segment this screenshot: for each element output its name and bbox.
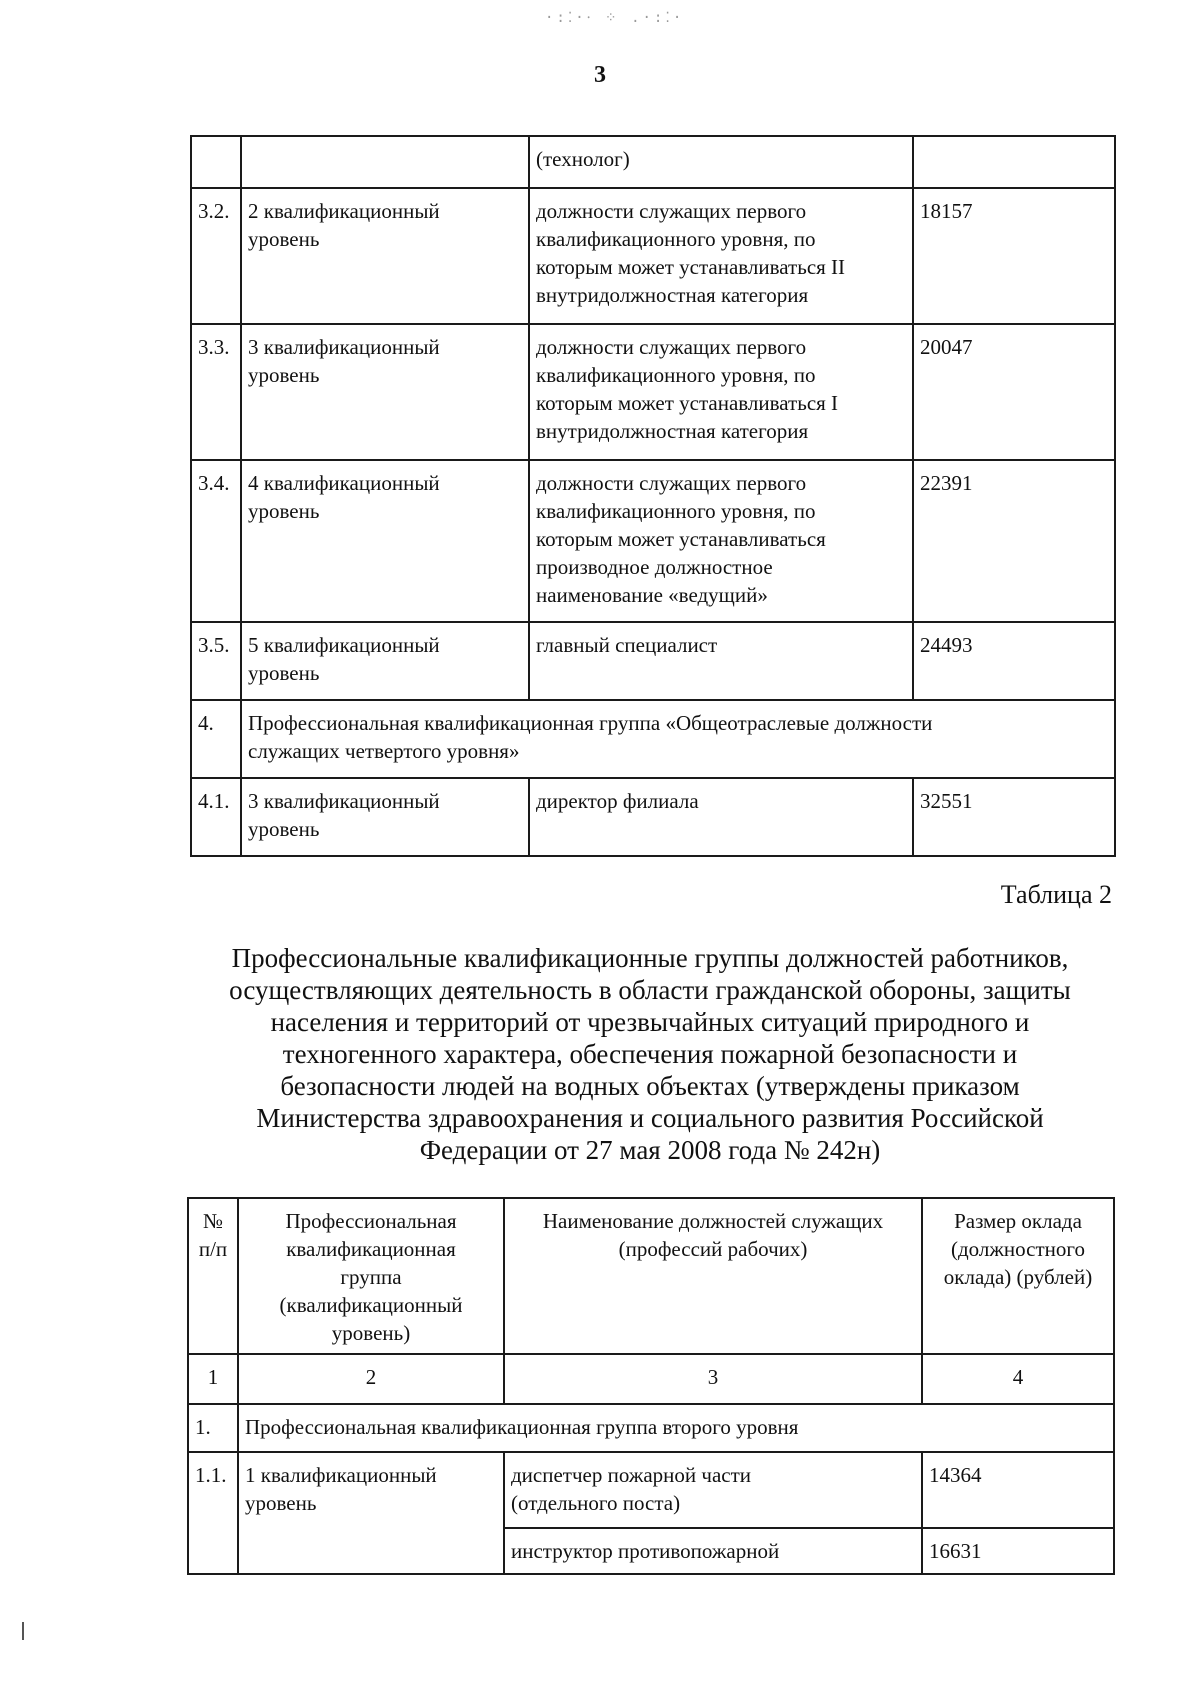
- table-row: [191, 622, 1115, 700]
- group-row: [191, 700, 1115, 778]
- qualification-level: [241, 622, 529, 700]
- text-line: уровень: [248, 499, 320, 523]
- text-line: 2 квалификационный: [248, 199, 440, 223]
- text-line: (технолог): [536, 147, 630, 171]
- margin-mark: [22, 1622, 24, 1640]
- text-line: Профессиональная квалификационная группа «Общеотраслевые должности: [248, 711, 933, 735]
- text-line: наименование «ведущий»: [536, 583, 768, 607]
- text-line: внутридолжностная категория: [536, 419, 809, 443]
- qualification-level: [241, 188, 529, 324]
- salary-cell: 24493: [913, 622, 1115, 700]
- position-cell: [504, 1452, 922, 1528]
- group-title: Профессиональная квалификационная группа второго уровня: [238, 1404, 1114, 1452]
- row-number: 3.3.: [191, 324, 241, 460]
- title-line: безопасности людей на водных объектах (утверждены приказом: [280, 1071, 1020, 1101]
- text-line: 3 квалификационный: [248, 789, 440, 813]
- table-caption: Таблица 2: [1000, 880, 1112, 909]
- text-line: диспетчер пожарной части: [511, 1463, 752, 1487]
- header-salary: [922, 1198, 1114, 1354]
- salary-cell: [913, 136, 1115, 188]
- text-line: уровень: [248, 227, 320, 251]
- position-cell: [529, 622, 913, 700]
- row-number: 3.2.: [191, 188, 241, 324]
- title-line: осуществляющих деятельность в области гражданской обороны, защиты: [229, 975, 1071, 1005]
- table-row: [191, 778, 1115, 856]
- title-line: Федерации от 27 мая 2008 года № 242н): [419, 1135, 881, 1165]
- title-line: Профессиональные квалификационные группы должностей работников,: [231, 943, 1069, 973]
- text-line: должности служащих первого: [536, 335, 807, 359]
- text-line: должности служащих первого: [536, 199, 807, 223]
- text-line: которым может устанавливаться II: [536, 255, 846, 279]
- qualification-level: [238, 1452, 504, 1574]
- title-line: техногенного характера, обеспечения пожарной безопасности и: [282, 1039, 1018, 1069]
- text-line: квалификационная: [286, 1237, 456, 1261]
- title-line: Министерства здравоохранения и социального развития Российской: [256, 1103, 1044, 1133]
- row-number: [191, 136, 241, 188]
- text-line: Профессиональная: [285, 1209, 457, 1233]
- qualification-level: [241, 778, 529, 856]
- row-number: 3.4.: [191, 460, 241, 622]
- text-line: уровень: [248, 661, 320, 685]
- text-line: 5 квалификационный: [248, 633, 440, 657]
- text-line: 3 квалификационный: [248, 335, 440, 359]
- group-title: [241, 700, 1115, 778]
- qualification-level: [241, 136, 529, 188]
- position-cell: [504, 1528, 922, 1574]
- scan-noise: ·:⁚·⸱ ⁘ .·:⁚·: [545, 10, 685, 26]
- salary-cell: 20047: [913, 324, 1115, 460]
- group-row: [188, 1404, 1114, 1452]
- position-cell: [529, 136, 913, 188]
- title-line: населения и территорий от чрезвычайных ситуаций природного и: [270, 1007, 1030, 1037]
- text-line: (профессий рабочих): [618, 1237, 808, 1261]
- position-cell: [529, 460, 913, 622]
- text-line: квалификационного уровня, по: [536, 499, 816, 523]
- row-number: 1.: [188, 1404, 238, 1452]
- table-row: [191, 324, 1115, 460]
- text-line: должности служащих первого: [536, 471, 807, 495]
- text-line: (отдельного поста): [511, 1491, 681, 1515]
- text-line: п/п: [198, 1237, 228, 1261]
- text-line: производное должностное: [536, 555, 773, 579]
- row-number: 4.: [191, 700, 241, 778]
- table-row: [188, 1452, 1114, 1528]
- column-number: 3: [504, 1354, 922, 1404]
- text-line: (квалификационный: [279, 1293, 463, 1317]
- text-line: директор филиала: [536, 789, 699, 813]
- salary-cell: 14364: [922, 1452, 1114, 1528]
- text-line: уровень: [245, 1491, 317, 1515]
- salary-cell: 16631: [922, 1528, 1114, 1574]
- position-cell: [529, 778, 913, 856]
- column-number: 2: [238, 1354, 504, 1404]
- header-row: [188, 1198, 1114, 1354]
- text-line: №: [202, 1209, 224, 1233]
- table-row: [191, 460, 1115, 622]
- text-line: инструктор противопожарной: [511, 1539, 780, 1563]
- qualification-level: [241, 324, 529, 460]
- page-number: 3: [594, 62, 606, 88]
- table-continuation: [190, 135, 1116, 857]
- text-line: Наименование должностей служащих: [542, 1209, 884, 1233]
- text-line: уровень): [331, 1321, 411, 1345]
- salary-cell: 18157: [913, 188, 1115, 324]
- text-line: внутридолжностная категория: [536, 283, 809, 307]
- text-line: группа: [340, 1265, 402, 1289]
- row-number: 3.5.: [191, 622, 241, 700]
- row-number: 4.1.: [191, 778, 241, 856]
- qualification-level: [241, 460, 529, 622]
- text-line: квалификационного уровня, по: [536, 363, 816, 387]
- salary-cell: 32551: [913, 778, 1115, 856]
- text-line: которым может устанавливаться: [536, 527, 826, 551]
- text-line: уровень: [248, 817, 320, 841]
- text-line: которым может устанавливаться I: [536, 391, 839, 415]
- table-row: [191, 188, 1115, 324]
- text-line: главный специалист: [536, 633, 718, 657]
- text-line: уровень: [248, 363, 320, 387]
- header-num: [188, 1198, 238, 1354]
- text-line: служащих четвертого уровня»: [248, 739, 520, 763]
- text-line: 4 квалификационный: [248, 471, 440, 495]
- text-line: Размер оклада: [954, 1209, 1082, 1233]
- text-line: (должностного: [951, 1237, 1085, 1261]
- row-number: 1.1.: [188, 1452, 238, 1574]
- column-number: 1: [188, 1354, 238, 1404]
- header-positions: [504, 1198, 922, 1354]
- column-number: 4: [922, 1354, 1114, 1404]
- position-cell: [529, 188, 913, 324]
- table-2: [187, 1197, 1115, 1575]
- text-line: квалификационного уровня, по: [536, 227, 816, 251]
- text-line: оклада) (рублей): [943, 1265, 1093, 1289]
- header-group: [238, 1198, 504, 1354]
- text-line: 1 квалификационный: [245, 1463, 437, 1487]
- table-row: [191, 136, 1115, 188]
- table-title: [190, 942, 1110, 1166]
- salary-cell: 22391: [913, 460, 1115, 622]
- position-cell: [529, 324, 913, 460]
- column-number-row: [188, 1354, 1114, 1404]
